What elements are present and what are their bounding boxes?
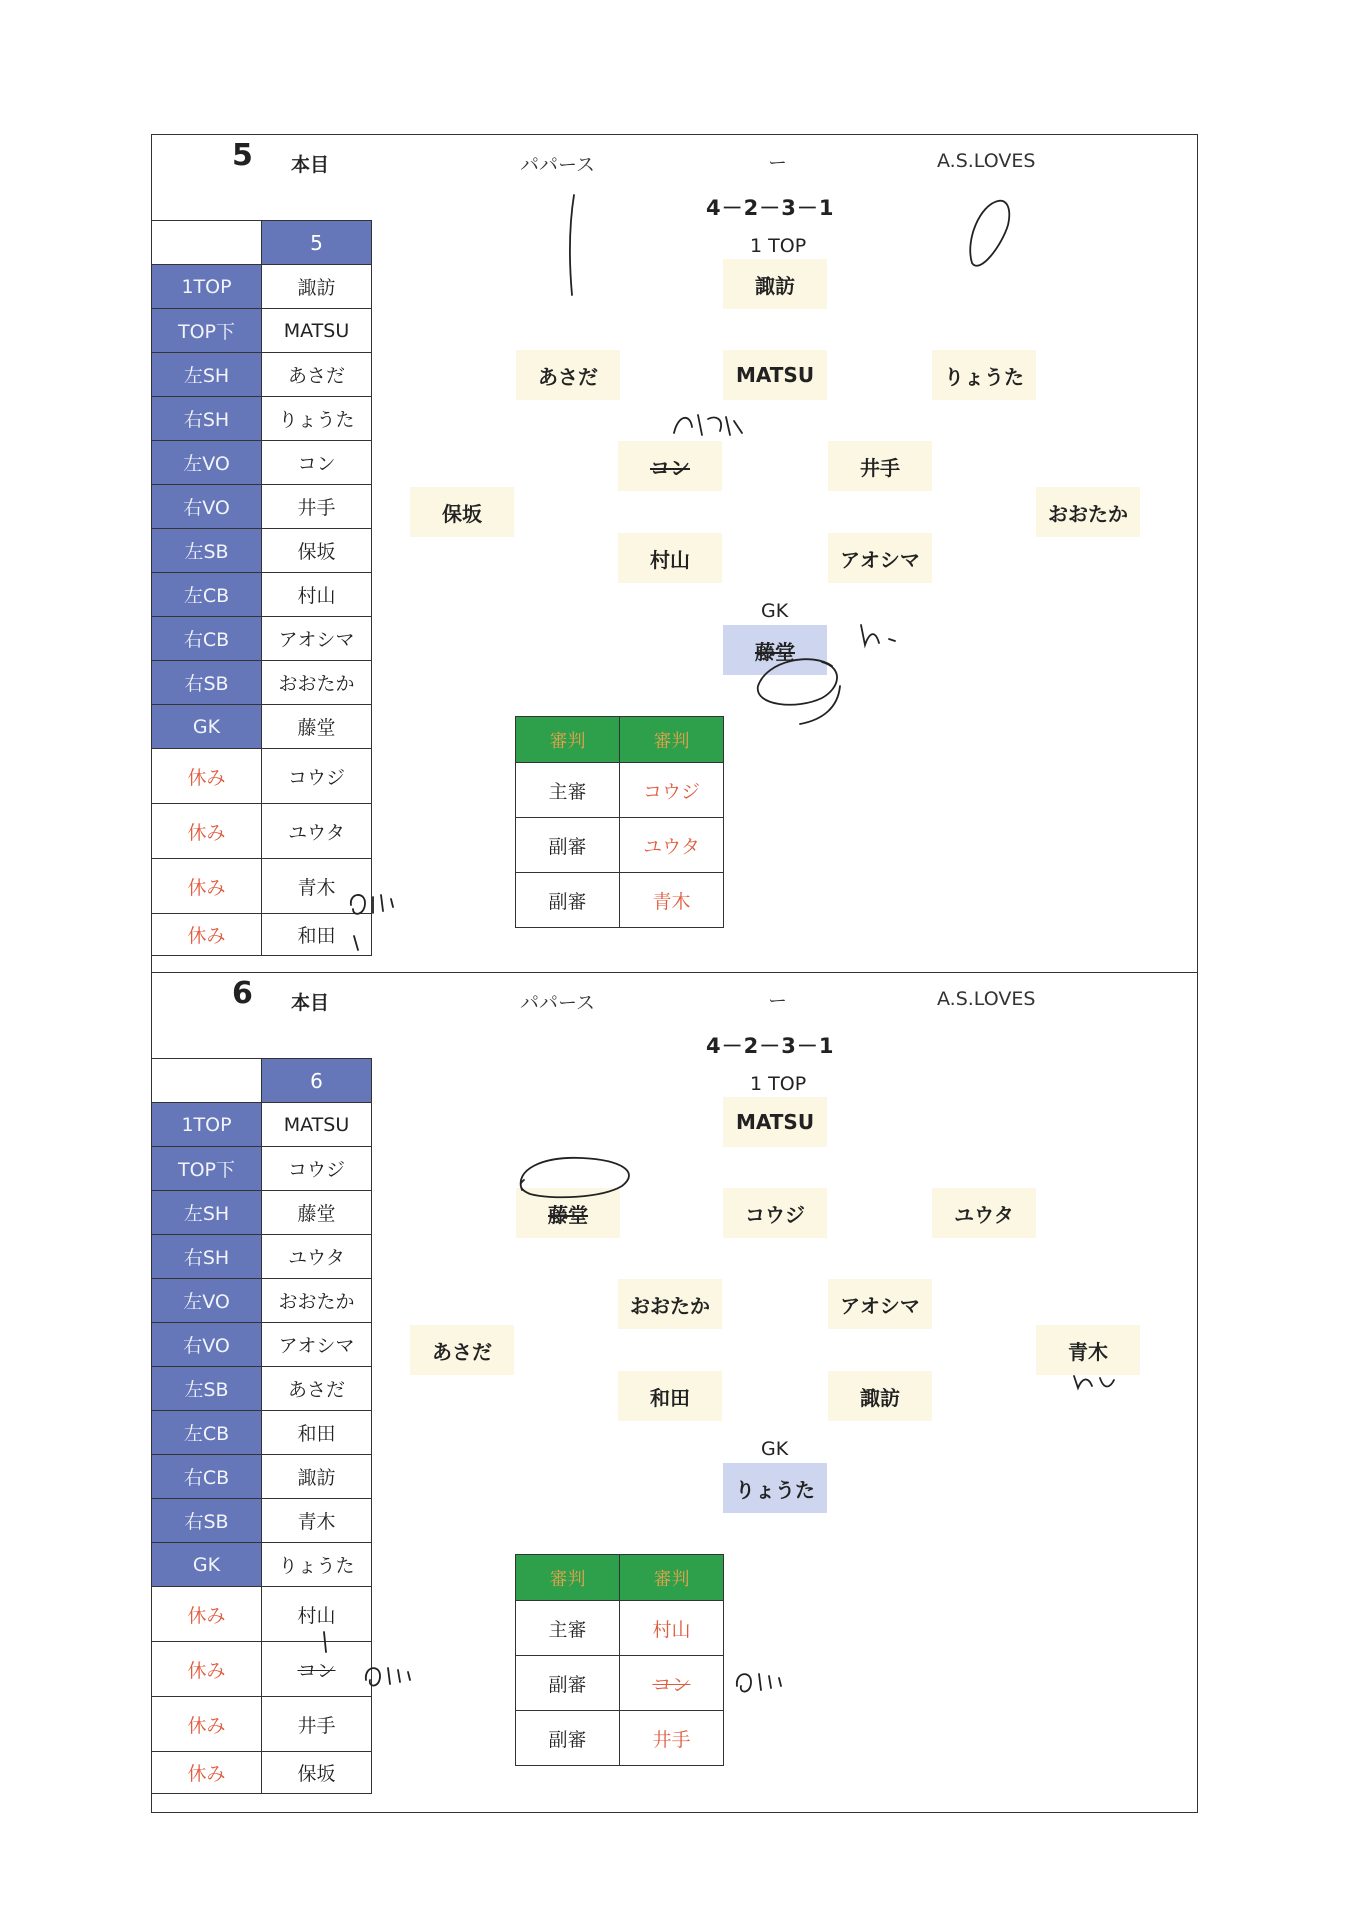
field-player-lcb: 村山: [618, 533, 722, 583]
position-cell: 右SB: [152, 661, 262, 705]
handwritten-score-0: [960, 195, 1020, 275]
player-cell: コウジ: [262, 1147, 372, 1191]
player-cell: 藤堂: [262, 1191, 372, 1235]
field-player-rsh: ユウタ: [932, 1188, 1036, 1238]
rest-player: 保坂: [262, 1752, 372, 1794]
rest-player: 村山: [262, 1587, 372, 1642]
rest-player: ユウタ: [262, 804, 372, 859]
rest-row: [152, 1642, 372, 1697]
rest-row: [152, 804, 372, 859]
player-cell: アオシマ: [262, 1323, 372, 1367]
game-unit-label: 本目: [291, 154, 330, 176]
handwritten-score-1: [560, 190, 590, 300]
rest-label: 休み: [152, 914, 262, 956]
field-player-rvo: 井手: [828, 441, 932, 491]
struck-name: コン: [650, 455, 690, 480]
versus-dash: ー: [768, 990, 788, 1012]
game-number: 5: [232, 138, 253, 173]
position-cell: 左VO: [152, 1279, 262, 1323]
rest-player: [262, 1642, 372, 1697]
rest-player: コウジ: [262, 749, 372, 804]
field-player-lvo: [618, 441, 722, 491]
field-player-lsb: 保坂: [410, 487, 514, 537]
referee-table: [515, 1554, 724, 1766]
player-cell: 諏訪: [262, 1455, 372, 1499]
position-cell: 右CB: [152, 617, 262, 661]
position-cell: 右VO: [152, 485, 262, 529]
lineup-table: [151, 1058, 372, 1794]
player-cell: ユウタ: [262, 1235, 372, 1279]
rest-row: [152, 1752, 372, 1794]
player-cell: 和田: [262, 1411, 372, 1455]
player-cell: コン: [262, 441, 372, 485]
referee-role: 副審: [516, 1711, 620, 1766]
versus-dash: ー: [768, 152, 788, 174]
lineup-row: [152, 1543, 372, 1587]
field-player-rcb: アオシマ: [828, 533, 932, 583]
handwritten-mark: [348, 932, 368, 957]
field-player-gk: りょうた: [723, 1463, 827, 1513]
one-top-label: 1 TOP: [750, 1073, 807, 1095]
field-player-rvo: アオシマ: [828, 1279, 932, 1329]
rest-player: 和田: [262, 914, 372, 956]
rest-label: 休み: [152, 804, 262, 859]
field-player-rsb: 青木: [1036, 1325, 1140, 1375]
referee-role: 主審: [516, 763, 620, 818]
lineup-row: [152, 485, 372, 529]
player-cell: あさだ: [262, 353, 372, 397]
struck-name: コン: [297, 1659, 336, 1682]
position-cell: 左SB: [152, 1367, 262, 1411]
position-cell: 左CB: [152, 573, 262, 617]
formation: 4－2－3－1: [706, 196, 835, 220]
lineup-row: [152, 1191, 372, 1235]
handwritten-note: [347, 885, 417, 930]
rest-label: 休み: [152, 1752, 262, 1794]
lineup-row: [152, 661, 372, 705]
field-player-lvo: おおたか: [618, 1279, 722, 1329]
position-cell: 右CB: [152, 1455, 262, 1499]
home-team: パパース: [520, 154, 596, 176]
lineup-row: [152, 309, 372, 353]
referee-header: 審判: [620, 717, 724, 763]
player-cell: りょうた: [262, 397, 372, 441]
field-player-rsh: りょうた: [932, 350, 1036, 400]
position-cell: GK: [152, 705, 262, 749]
position-cell: 1TOP: [152, 265, 262, 309]
lineup-row: [152, 353, 372, 397]
handwritten-note: [1070, 1370, 1120, 1400]
rest-label: 休み: [152, 1642, 262, 1697]
player-cell: りょうた: [262, 1543, 372, 1587]
position-cell: 右SH: [152, 1235, 262, 1279]
referee-header: 審判: [620, 1555, 724, 1601]
rest-row: [152, 749, 372, 804]
player-cell: 井手: [262, 485, 372, 529]
player-cell: 青木: [262, 1499, 372, 1543]
position-cell: 右SH: [152, 397, 262, 441]
lineup-row: [152, 1499, 372, 1543]
position-cell: TOP下: [152, 1147, 262, 1191]
referee-header: 審判: [516, 717, 620, 763]
struck-name: 藤堂: [755, 639, 795, 664]
handwritten-circle: [752, 648, 862, 728]
rest-label: 休み: [152, 749, 262, 804]
position-cell: 左SH: [152, 1191, 262, 1235]
lineup-table: [151, 220, 372, 956]
position-cell: GK: [152, 1543, 262, 1587]
rest-player: 井手: [262, 1697, 372, 1752]
position-cell: 右VO: [152, 1323, 262, 1367]
lineup-row: [152, 1235, 372, 1279]
rest-row: [152, 1697, 372, 1752]
field-player-topsub: コウジ: [723, 1188, 827, 1238]
lineup-header: 6: [262, 1059, 372, 1103]
player-cell: 保坂: [262, 529, 372, 573]
lineup-row: [152, 617, 372, 661]
rest-row: [152, 1587, 372, 1642]
position-cell: 左SH: [152, 353, 262, 397]
position-cell: 右SB: [152, 1499, 262, 1543]
referee-role: 副審: [516, 818, 620, 873]
lineup-row: [152, 1103, 372, 1147]
referee-role: 主審: [516, 1601, 620, 1656]
rest-label: 休み: [152, 859, 262, 914]
position-cell: TOP下: [152, 309, 262, 353]
lineup-row: [152, 1411, 372, 1455]
player-cell: 藤堂: [262, 705, 372, 749]
handwritten-note: [733, 1664, 803, 1700]
field-player-lsb: あさだ: [410, 1325, 514, 1375]
referee-name: コウジ: [620, 763, 724, 818]
lineup-row: [152, 705, 372, 749]
struck-name: コン: [652, 1673, 691, 1696]
rest-label: 休み: [152, 1697, 262, 1752]
handwritten-note: [855, 615, 915, 655]
rest-label: 休み: [152, 1587, 262, 1642]
lineup-row: [152, 265, 372, 309]
home-team: パパース: [520, 992, 596, 1014]
gk-label: GK: [761, 600, 789, 622]
referee-name: 村山: [620, 1601, 724, 1656]
lineup-row: [152, 529, 372, 573]
game-number: 6: [232, 976, 253, 1011]
lineup-row: [152, 1323, 372, 1367]
struck-name: 藤堂: [548, 1202, 588, 1227]
player-cell: アオシマ: [262, 617, 372, 661]
field-player-lcb: 和田: [618, 1371, 722, 1421]
handwritten-mark: [318, 1628, 338, 1658]
referee-name: [620, 1656, 724, 1711]
player-cell: MATSU: [262, 309, 372, 353]
rest-row: [152, 914, 372, 956]
referee-name: ユウタ: [620, 818, 724, 873]
handwritten-note: [362, 1658, 422, 1694]
referee-table: [515, 716, 724, 928]
handwritten-note: [668, 405, 748, 445]
position-cell: 左CB: [152, 1411, 262, 1455]
player-cell: 村山: [262, 573, 372, 617]
lineup-row: [152, 441, 372, 485]
player-cell: 諏訪: [262, 265, 372, 309]
referee-name: 井手: [620, 1711, 724, 1766]
referee-role: 副審: [516, 873, 620, 928]
game-unit-label: 本目: [291, 992, 330, 1014]
gk-label: GK: [761, 1438, 789, 1460]
referee-role: 副審: [516, 1656, 620, 1711]
player-cell: MATSU: [262, 1103, 372, 1147]
lineup-corner: [152, 1059, 262, 1103]
lineup-row: [152, 573, 372, 617]
player-cell: あさだ: [262, 1367, 372, 1411]
one-top-label: 1 TOP: [750, 235, 807, 257]
handwritten-circle: [512, 1150, 642, 1210]
player-cell: おおたか: [262, 661, 372, 705]
section-divider: [151, 972, 1198, 973]
lineup-row: [152, 1455, 372, 1499]
rest-player: 青木: [262, 859, 372, 914]
away-team: A.S.LOVES: [937, 988, 1036, 1010]
player-cell: おおたか: [262, 1279, 372, 1323]
formation: 4－2－3－1: [706, 1034, 835, 1058]
field-player-top: MATSU: [723, 1097, 827, 1147]
lineup-row: [152, 397, 372, 441]
rest-row: [152, 859, 372, 914]
field-player-rcb: 諏訪: [828, 1371, 932, 1421]
lineup-row: [152, 1147, 372, 1191]
field-player-lsh: あさだ: [516, 350, 620, 400]
position-cell: 左VO: [152, 441, 262, 485]
lineup-corner: [152, 221, 262, 265]
referee-header: 審判: [516, 1555, 620, 1601]
field-player-topsub: MATSU: [723, 350, 827, 400]
field-player-top: 諏訪: [723, 259, 827, 309]
position-cell: 左SB: [152, 529, 262, 573]
lineup-row: [152, 1367, 372, 1411]
lineup-row: [152, 1279, 372, 1323]
field-player-rsb: おおたか: [1036, 487, 1140, 537]
referee-name: 青木: [620, 873, 724, 928]
away-team: A.S.LOVES: [937, 150, 1036, 172]
position-cell: 1TOP: [152, 1103, 262, 1147]
lineup-header: 5: [262, 221, 372, 265]
